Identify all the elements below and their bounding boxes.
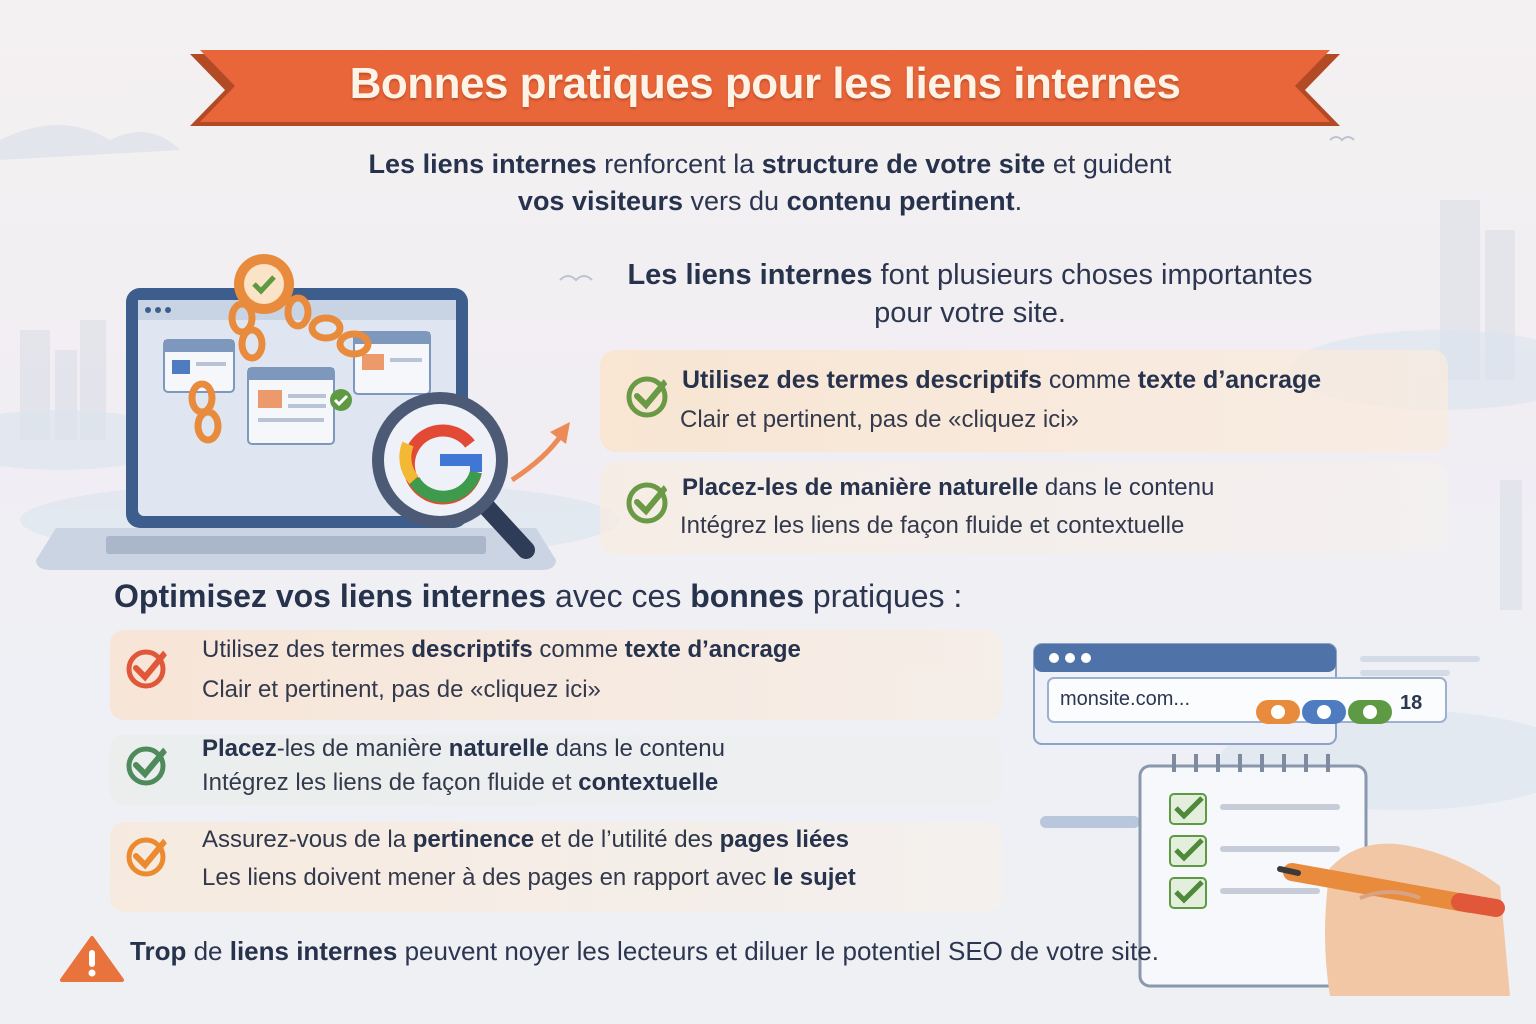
practice-3-desc-text: Les liens doivent mener à des pages en rapport avec xyxy=(202,864,774,891)
practice-2-desc-bold: contextuelle xyxy=(578,769,719,796)
section-title xyxy=(114,578,962,615)
top-card-1-title xyxy=(682,366,1321,395)
practice-card-3 xyxy=(110,822,1002,912)
practice-2-title xyxy=(202,735,725,763)
practice-1-text-1: Utilisez des termes xyxy=(202,636,412,663)
practice-3-text-2: et de l’utilité des xyxy=(534,826,720,853)
top-card-2-title xyxy=(682,474,1214,502)
browser-url: monsite.com... xyxy=(1060,688,1191,710)
intro-bold-3: vos visiteurs xyxy=(517,186,684,216)
section-text-2: pratiques : xyxy=(803,578,963,614)
practice-1-text-2: comme xyxy=(532,636,625,663)
practice-1-bold-2: texte d’ancrage xyxy=(624,636,801,663)
practice-1-bold-1: descriptifs xyxy=(411,636,533,663)
top-card-1 xyxy=(600,350,1448,452)
intro-text-4: . xyxy=(1014,186,1023,216)
top-card-1-bold-2: texte d’ancrage xyxy=(1137,366,1322,394)
top-card-2-bold: Placez-les de manière naturelle xyxy=(682,474,1039,501)
check-icon xyxy=(624,478,670,524)
practice-card-1 xyxy=(110,630,1002,720)
practice-2-desc xyxy=(202,769,718,797)
top-card-1-bold-1: Utilisez des termes descriptifs xyxy=(682,366,1042,394)
warning-icon xyxy=(60,934,124,984)
intro-text xyxy=(250,146,1290,220)
intro-text-2: et guident xyxy=(1045,149,1172,179)
practice-1-title xyxy=(202,636,801,664)
intro-text-3: vers du xyxy=(683,186,787,216)
practice-3-text-1: Assurez-vous de la xyxy=(202,826,413,853)
practice-3-desc-bold: le sujet xyxy=(773,864,856,891)
top-card-2 xyxy=(600,462,1448,554)
practice-card-2 xyxy=(110,735,1002,805)
check-icon xyxy=(624,372,670,418)
practice-3-desc xyxy=(202,864,856,892)
intro-text-1: renforcent la xyxy=(596,149,762,179)
practice-2-text-2: dans le contenu xyxy=(548,735,725,762)
warning-text-1: de xyxy=(186,936,230,966)
check-icon xyxy=(124,741,170,787)
subheading-text-1: font plusieurs choses importantes xyxy=(872,259,1313,291)
browser-link-count: 18 xyxy=(1400,692,1423,714)
intro-bold-2: structure de votre site xyxy=(761,149,1046,179)
subheading-text-2: pour votre site. xyxy=(874,297,1066,329)
section-text-1: avec ces xyxy=(546,578,691,614)
top-card-1-text: comme xyxy=(1041,366,1138,394)
warning-text-2: peuvent noyer les lecteurs et diluer le potentiel SEO de votre site. xyxy=(397,936,1159,966)
practice-2-bold-2: naturelle xyxy=(448,735,549,762)
top-card-1-desc: Clair et pertinent, pas de «cliquez ici» xyxy=(680,406,1079,433)
practice-2-text-1: -les de manière xyxy=(276,735,449,762)
intro-bold-4: contenu pertinent xyxy=(786,186,1015,216)
subheading xyxy=(600,256,1340,332)
practice-3-title xyxy=(202,826,849,854)
title-banner xyxy=(190,46,1340,132)
section-bold-1: Optimisez vos liens internes xyxy=(114,578,547,614)
section-bold-2: bonnes xyxy=(690,578,804,614)
page-title: Bonnes pratiques pour les liens internes xyxy=(349,59,1181,108)
laptop-illustration xyxy=(36,248,596,578)
practice-2-desc-text: Intégrez les liens de façon fluide et xyxy=(202,769,579,796)
top-card-2-desc: Intégrez les liens de façon fluide et contextuelle xyxy=(680,512,1185,539)
subheading-bold: Les liens internes xyxy=(627,259,873,291)
warning-text xyxy=(130,936,1159,967)
intro-bold-1: Les liens internes xyxy=(368,149,597,179)
top-card-2-text: dans le contenu xyxy=(1038,474,1215,501)
practice-3-bold-2: pages liées xyxy=(719,826,849,853)
check-icon xyxy=(124,644,170,690)
warning-bold-2: liens internes xyxy=(229,936,398,966)
practice-1-desc: Clair et pertinent, pas de «cliquez ici» xyxy=(202,676,601,703)
practice-2-bold-1: Placez xyxy=(202,735,277,762)
practice-3-bold-1: pertinence xyxy=(412,826,535,853)
check-icon xyxy=(124,832,170,878)
warning-bold-1: Trop xyxy=(130,936,187,966)
